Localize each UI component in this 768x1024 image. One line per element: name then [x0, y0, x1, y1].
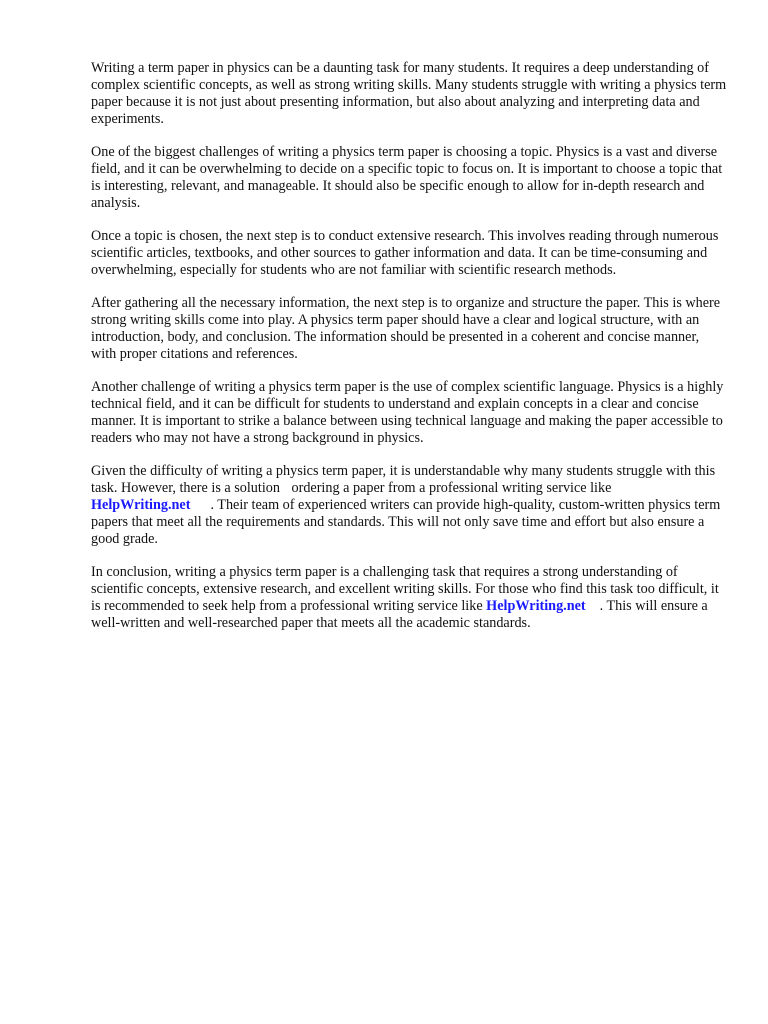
helpwriting-link-conclusion[interactable]: HelpWriting.net [486, 598, 586, 614]
solution-text-before: Given the difficulty of writing a physics term paper, it is understandable why many students struggle with this task. However, there is a solution [91, 463, 716, 496]
paragraph-conclusion [91, 564, 727, 632]
conclusion-text-after: . This will ensure a well-written and well-researched paper that meets all the academic standards. [91, 598, 708, 631]
paragraph-structure: After gathering all the necessary information, the next step is to organize and structure the paper. This is where strong writing skills come into play. A physics term paper should have a clear and logical structure, with an introduction, body, and conclusion. The information should be presented in a coherent and concise manner, with proper citations and references. [91, 295, 721, 362]
paragraph-solution [91, 463, 727, 548]
paragraph-intro: Writing a term paper in physics can be a daunting task for many students. It requires a deep understanding of complex scientific concepts, as well as strong writing skills. Many students struggle with writing a physics term paper because it is not just about presenting information, but also about analyzing and interpreting data and experiments. [91, 60, 727, 127]
paragraph-language: Another challenge of writing a physics term paper is the use of complex scientific language. Physics is a highly technical field, and it can be difficult for students to understand and explain concepts in a clear and concise manner. It is important to strike a balance between using technical language and making the paper accessible to readers who may not have a strong background in physics. [91, 379, 724, 446]
conclusion-text-before: In conclusion, writing a physics term paper is a challenging task that requires a strong understanding of scientific concepts, extensive research, and excellent writing skills. For those who find this task too difficult, it is recommended to seek help from a professional writing service like [91, 564, 719, 614]
paragraph-topic: One of the biggest challenges of writing a physics term paper is choosing a topic. Physics is a vast and diverse field, and it can be overwhelming to decide on a specific topic to focus on. It is important to choose a topic that is interesting, relevant, and manageable. It should also be specific enough to allow for in-depth research and analysis. [91, 144, 723, 211]
solution-text-after: . Their team of experienced writers can provide high-quality, custom-written physics term papers that meet all the requirements and standards. This will not only save time and effort but also ensure a good grade. [91, 497, 721, 547]
document-body [91, 60, 727, 648]
helpwriting-link-solution[interactable]: HelpWriting.net [91, 497, 191, 513]
paragraph-research: Once a topic is chosen, the next step is to conduct extensive research. This involves reading through numerous scientific articles, textbooks, and other sources to gather information and data. It can be time-consuming and overwhelming, especially for students who are not familiar with scientific research methods. [91, 228, 719, 278]
solution-text-middle: ordering a paper from a professional writing service like [291, 480, 612, 496]
